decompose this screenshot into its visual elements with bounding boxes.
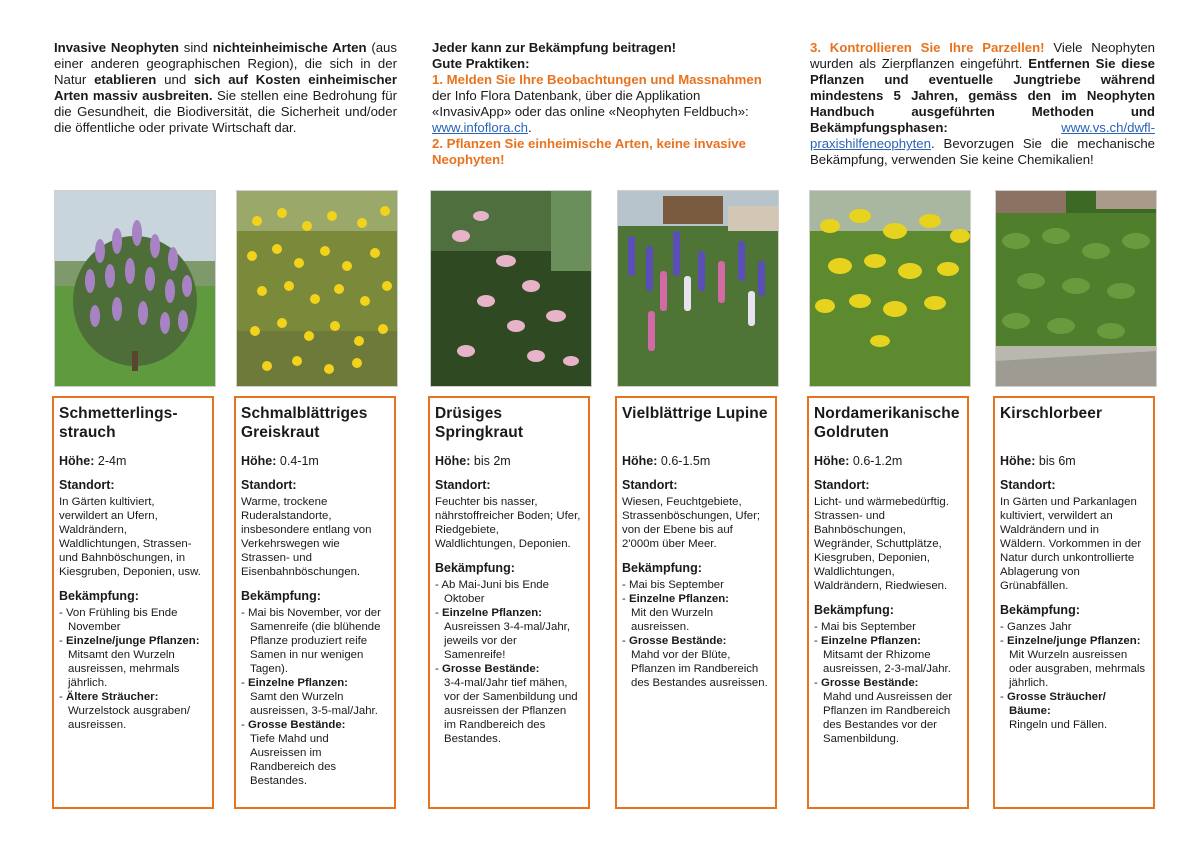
measure-text: Mai bis November, vor der Samenreife (die blühende Pflanze produziert reife Samen in nur wenigen Tagen). [247,607,381,675]
location-heading: Standort: [622,478,678,492]
intro-good-practices [432,40,777,168]
handbook-link[interactable]: www.vs.ch/dwfl-praxishilfeneophyten [810,120,1155,151]
control-measure-item: - Ab Mai-Juni bis Ende Oktober [435,579,549,605]
practice-3-bold: Entfernen Sie diese Pflanzen und eventuelle Jungtriebe während mindestens 5 Jahren, gemäss den im Neophyten Handbuch ausgeführten Methoden und Bekämpfungsphasen: [810,56,1156,135]
measure-label: Grosse Bestände: [441,663,540,675]
height-value: 0.4-1m [279,454,319,468]
measure-label: Grosse Bestände: [820,677,919,689]
intro-definition [54,40,397,136]
measure-text: Ausreissen 3-4-mal/Jahr, jeweils vor der Samenreife! [444,621,570,661]
intro-definition-segment: Sie stellen eine Bedrohung für die Gesundheit, die Biodiversität, die Sicherheit und/oder die öffentliche oder private Wirtschaft dar. [54,88,397,135]
plant-name: Schmalblättriges Greiskraut [241,405,368,441]
plant-height [59,454,205,468]
practice-1-end: . [528,120,532,135]
practice-3-end: . Bevorzugen Sie die mechanische Bekämpfung, verwenden Sie keine Chemikalien! [810,136,1155,167]
control-heading: Bekämpfung: [241,589,321,603]
plant-height [622,454,768,468]
control-heading: Bekämpfung: [1000,603,1080,617]
measure-text: Ringeln und Fällen. [1009,719,1108,731]
height-value: bis 6m [1038,454,1076,468]
measure-text: Von Frühling bis Ende November [65,607,178,633]
measure-text: Mitsamt den Wurzeln ausreissen, mehrmals jährlich. [68,649,180,689]
good-practices-subtitle: Gute Praktiken: [432,56,530,71]
height-label: Höhe: [814,454,850,468]
measure-text: Mai bis September [628,579,724,591]
plant-card-goldenrod [807,396,969,809]
measure-text: Mitsamt der Rhizome ausreissen, 2-3-mal/Jahr. [823,649,951,675]
intro-control-parcels [810,40,1155,168]
control-measure-item: - Grosse Bestände: Mahd vor der Blüte, Pflanzen im Randbereich des Bestandes ausreissen. [622,635,768,689]
location-heading: Standort: [59,478,115,492]
intro-definition-segment: (aus einer anderen geographischen Region), die sich in der Natur [54,40,397,87]
plant-name: Kirschlorbeer [1000,405,1103,422]
location-text: In Gärten kultiviert, verwildert an Ufern, Waldrändern, Waldlichtungen, Strassen- und Bahnböschungen, in Kiesgruben, Deponien, usw. [59,496,201,578]
height-value: bis 2m [473,454,511,468]
plant-name: Schmetterlings-strauch [59,405,178,441]
infoflora-link[interactable]: www.infoflora.ch [432,120,529,135]
intro-definition-segment: sich auf Kosten einheimischer Arten massiv ausbreiten. [54,72,397,103]
measure-label: Einzelne/junge Pflanzen: [65,635,200,647]
location-text: Wiesen, Feuchtgebiete, Strassenböschungen, Ufer; von der Ebene bis auf 2'000m über Meer. [622,496,761,550]
control-measures [59,606,205,732]
goldenrod-photo [809,190,971,387]
plant-card-balsam [428,396,590,809]
good-practices-title: Jeder kann zur Bekämpfung beitragen! [432,40,677,55]
height-label: Höhe: [241,454,277,468]
location-text: Feuchter bis nasser, nährstoffreicher Boden; Ufer, Riedgebiete, Waldlichtungen, Deponien. [435,496,581,550]
measure-text: Mai bis September [820,621,916,633]
control-measures [1000,620,1146,732]
measure-text: Mahd vor der Blüte, Pflanzen im Randbereich des Bestandes ausreissen. [631,649,768,689]
control-measures [814,620,960,746]
plant-height [814,454,960,468]
measure-text: Mahd und Ausreissen der Pflanzen im Randbereich des Bestandes vor der Samenbildung. [823,691,953,745]
practice-1-text: der Info Flora Datenbank, über die Applikation «InvasivApp» oder das online «Neophyten Feldbuch»: [432,88,749,119]
control-measure-item: - Grosse Sträucher/ Bäume: Ringeln und Fällen. [1000,690,1146,732]
balsam-photo [430,190,592,387]
plant-height [435,454,581,468]
ragwort-photo [236,190,398,387]
practice-3-text: Viele Neophyten wurden als Zierpflanzen eingeführt. [810,40,1155,71]
measure-label: Grosse Bestände: [247,719,346,731]
control-heading: Bekämpfung: [435,561,515,575]
control-measure-item: - Einzelne Pflanzen: Samt den Wurzeln ausreissen, 3-5-mal/Jahr. [241,676,387,718]
height-label: Höhe: [622,454,658,468]
measure-label: Einzelne Pflanzen: [247,677,348,689]
control-measures [435,578,581,746]
height-label: Höhe: [1000,454,1036,468]
control-measure-item: - Ganzes Jahr [1000,621,1072,633]
measure-text: Samt den Wurzeln ausreissen, 3-5-mal/Jahr. [250,691,378,717]
control-measure-item: - Einzelne/junge Pflanzen: Mit Wurzeln ausreissen oder ausgraben, mehrmals jährlich. [1000,635,1146,689]
measure-label: Einzelne Pflanzen: [820,635,921,647]
practice-1-heading: 1. Melden Sie Ihre Beobachtungen und Massnahmen [432,72,762,87]
control-heading: Bekämpfung: [622,561,702,575]
location-text: Warme, trockene Ruderalstandorte, insbesondere entlang von Verkehrswegen wie Strassen- und Eisenbahnböschungen. [241,496,372,578]
height-label: Höhe: [435,454,471,468]
lupine-photo [617,190,779,387]
height-label: Höhe: [59,454,95,468]
control-measure-item: - Einzelne/junge Pflanzen: Mitsamt den Wurzeln ausreissen, mehrmals jährlich. [59,634,205,690]
control-measure-item: - Von Frühling bis Ende November [59,607,178,633]
control-measure-item: - Grosse Bestände: Mahd und Ausreissen der Pflanzen im Randbereich des Bestandes vor der Samenbildung. [814,676,960,746]
plant-name: Nordamerikanische Goldruten [814,405,960,441]
location-text: Licht- und wärmebedürftig. Strassen- und Bahnböschungen, Wegränder, Schuttplätze, Kiesgruben, Deponien, Waldlichtungen, Waldrändern, Riedwiesen. [814,496,949,592]
control-measure-item: - Grosse Bestände: Tiefe Mahd und Ausreissen im Randbereich des Bestandes. [241,718,387,788]
measure-text: Ab Mai-Juni bis Ende Oktober [441,579,549,605]
measure-label: Einzelne Pflanzen: [628,593,729,605]
measure-label: Grosse Sträucher/ Bäume: [1006,691,1106,717]
practice-3-heading: 3. Kontrollieren Sie Ihre Parzellen! [810,40,1045,55]
intro-definition-segment: und [156,72,194,87]
plant-card-lupine [615,396,777,809]
measure-label: Grosse Bestände: [628,635,727,647]
plant-height [241,454,387,468]
intro-definition-text [54,40,397,136]
location-heading: Standort: [435,478,491,492]
height-value: 0.6-1.5m [660,454,711,468]
control-measure-item: - Mai bis November, vor der Samenreife (die blühende Pflanze produziert reife Samen in nur wenigen Tagen). [241,607,381,675]
plant-height [1000,454,1146,468]
butterfly-bush-photo [54,190,216,387]
control-measure-item: - Mai bis September [622,579,724,591]
control-measure-item: - Mai bis September [814,621,916,633]
measure-label: Einzelne Pflanzen: [441,607,542,619]
practice-2-heading: 2. Pflanzen Sie einheimische Arten, keine invasive Neophyten! [432,136,746,167]
height-value: 2-4m [97,454,127,468]
measure-label: Ältere Sträucher: [65,691,159,703]
measure-text: Ganzes Jahr [1006,621,1072,633]
control-heading: Bekämpfung: [814,603,894,617]
plant-card-butterfly-bush [52,396,214,809]
control-measures [622,578,768,690]
measure-text: Wurzelstock ausgraben/ ausreissen. [68,705,190,731]
control-measure-item: - Ältere Sträucher: Wurzelstock ausgraben/ ausreissen. [59,690,205,732]
location-heading: Standort: [241,478,297,492]
intro-definition-segment: sind [178,40,213,55]
location-heading: Standort: [1000,478,1056,492]
location-text: In Gärten und Parkanlagen kultiviert, verwildert an Waldrändern und in Wäldern. Vorkommen in der Natur durch unkontrollierte Ablagerung von Grünabfällen. [1000,496,1142,592]
control-heading: Bekämpfung: [59,589,139,603]
control-measure-item: - Grosse Bestände: 3-4-mal/Jahr tief mähen, vor der Samenbildung und ausreissen der Pflanzen im Randbereich des Bestandes. [435,662,581,746]
cherry-laurel-photo [995,190,1157,387]
measure-text: Mit den Wurzeln ausreissen. [631,607,714,633]
measure-text: Tiefe Mahd und Ausreissen im Randbereich des Bestandes. [250,733,337,787]
plant-card-cherry-laurel [993,396,1155,809]
intro-definition-segment: etablieren [94,72,157,87]
plant-name: Vielblättrige Lupine [622,405,768,422]
measure-label: Einzelne/junge Pflanzen: [1006,635,1141,647]
control-measure-item: - Einzelne Pflanzen: Mitsamt der Rhizome ausreissen, 2-3-mal/Jahr. [814,634,960,676]
control-measure-item: - Einzelne Pflanzen: Mit den Wurzeln ausreissen. [622,592,768,634]
intro-definition-segment: Invasive Neophyten [54,40,179,55]
measure-text: Mit Wurzeln ausreissen oder ausgraben, mehrmals jährlich. [1009,649,1146,689]
plant-name: Drüsiges Springkraut [435,405,524,441]
location-heading: Standort: [814,478,870,492]
control-measure-item: - Einzelne Pflanzen: Ausreissen 3-4-mal/Jahr, jeweils vor der Samenreife! [435,606,581,662]
height-value: 0.6-1.2m [852,454,903,468]
control-measures [241,606,387,788]
measure-text: 3-4-mal/Jahr tief mähen, vor der Samenbildung und ausreissen der Pflanzen im Randbereich des Bestandes. [444,677,578,745]
intro-definition-segment: nichteinheimische Arten [212,40,367,55]
plant-card-ragwort [234,396,396,809]
